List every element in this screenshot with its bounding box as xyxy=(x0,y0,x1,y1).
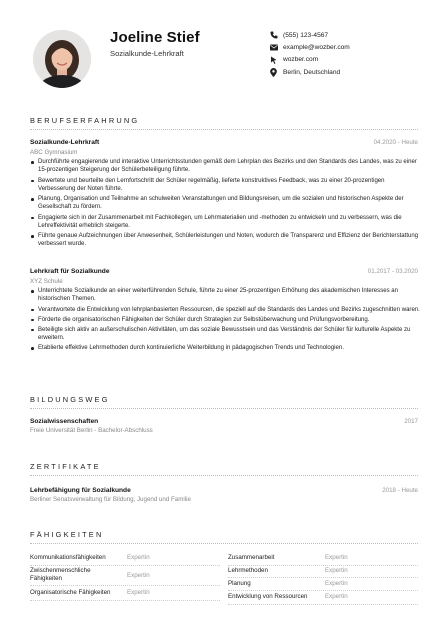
bullet-item: Engagierte sich in der Zusammenarbeit mit Fachkollegen, um Lehrmaterialien und -methoden zu entwickeln und zu verbessern, was die Lehreffektivität erheblich steigerte. xyxy=(30,214,420,231)
skill-name: Organisatorische Fähigkeiten xyxy=(30,589,111,596)
skill-divider xyxy=(30,565,220,566)
education-title: Sozialwissenschaften xyxy=(30,418,99,425)
contact-list xyxy=(269,29,350,78)
contact-phone xyxy=(269,29,350,41)
bullet-item: Planung, Organisation und Teilnahme an schulweiten Veranstaltungen und Bildungsreisen, um die sozialen und historischen Aspekte der Gesellschaft zu fördern. xyxy=(30,195,420,212)
mail-icon xyxy=(269,43,278,52)
link-icon xyxy=(269,55,278,64)
skill-name: Kommunikationsfähigkeiten xyxy=(30,554,106,561)
skill-level: Expertin xyxy=(325,567,348,574)
location-text: Berlin, Deutschland xyxy=(283,68,341,76)
skill-name: Entwicklung von Ressourcen xyxy=(228,593,308,600)
education-institution: Freie Universität Berlin - Bachelor-Abschluss xyxy=(30,427,153,434)
bullet-item: Bewertete und beurteilte den Lernfortschritt der Schüler regelmäßig, lieferte konstruktives Feedback, was zu einer 20-prozentigen Verbesserung der Noten führte. xyxy=(30,177,420,194)
bullet-item: Unterrichtete Sozialkunde an einer weiterführenden Schule, führte zu einer 25-prozentigen Erhöhung des akademischen Interesses an historischen Themen. xyxy=(30,287,420,304)
contact-website[interactable] xyxy=(269,54,350,66)
certificate-date: 2018 - Heute xyxy=(382,487,418,494)
job-company: ABC Gymnasium xyxy=(30,149,78,156)
bullet-item: Führte genaue Aufzeichnungen über Anwesenheit, Schülerleistungen und Noten, wodurch die Transparenz und Effizienz der Berichterstattung verbessert wurde. xyxy=(30,232,420,249)
skill-level: Expertin xyxy=(325,580,348,587)
job-title: Lehrkraft für Sozialkunde xyxy=(30,268,110,275)
section-divider xyxy=(30,129,418,130)
avatar xyxy=(33,30,91,88)
contact-email[interactable] xyxy=(269,41,350,53)
certificate-issuer: Berliner Senatsverwaltung für Bildung, Jugend und Familie xyxy=(30,496,191,503)
section-title-experience: BERUFSERFAHRUNG xyxy=(30,116,140,125)
email-text: example@wozber.com xyxy=(283,43,350,51)
skill-divider xyxy=(30,600,220,601)
candidate-name: Joeline Stief xyxy=(110,29,200,46)
bullet-item: Etablierte effektive Lehrmethoden durch kontinuierliche Weiterbildung in pädagogischen Trends und Technologien. xyxy=(30,344,420,352)
job-title: Sozialkunde-Lehrkraft xyxy=(30,139,100,146)
certificate-title: Lehrbefähigung für Sozialkunde xyxy=(30,487,131,494)
section-title-skills: FÄHIGKEITEN xyxy=(30,530,104,539)
skill-name: Lehrmethoden xyxy=(228,567,268,574)
contact-location xyxy=(269,66,350,78)
job-company: XYZ Schule xyxy=(30,278,63,285)
education-date: 2017 xyxy=(404,418,418,425)
phone-text: (555) 123-4567 xyxy=(283,31,329,39)
candidate-title: Sozialkunde-Lehrkraft xyxy=(110,49,184,58)
bullet-item: Verantwortete die Entwicklung von lehrplanbasierten Ressourcen, die speziell auf die Standards des Landes und Bezirks zugeschnitten waren. xyxy=(30,306,420,314)
skill-name: Zusammenarbeit xyxy=(228,554,275,561)
job-bullets xyxy=(30,287,420,354)
skill-divider xyxy=(228,565,418,566)
section-title-education: BILDUNGSWEG xyxy=(30,395,110,404)
skill-name: Zwischenmenschliche Fähigkeiten xyxy=(30,567,91,583)
skill-divider xyxy=(228,577,418,578)
skill-divider xyxy=(228,590,418,591)
skill-divider xyxy=(228,604,418,605)
phone-icon xyxy=(269,31,278,40)
skill-level: Expertin xyxy=(127,572,150,579)
job-bullets xyxy=(30,158,420,251)
section-title-certificates: ZERTIFIKATE xyxy=(30,462,101,471)
job-date: 04.2020 - Heute xyxy=(373,139,418,146)
skill-level: Expertin xyxy=(325,593,348,600)
skill-level: Expertin xyxy=(127,589,150,596)
section-divider xyxy=(30,408,418,409)
skill-level: Expertin xyxy=(325,554,348,561)
location-pin-icon xyxy=(269,68,278,77)
section-divider xyxy=(30,543,418,544)
bullet-item: Beteiligte sich aktiv an außerschulischen Aktivitäten, um das soziale Bewusstsein und das Verständnis der Schüler für kulturelle Aspekte zu erweitern. xyxy=(30,326,420,343)
section-divider xyxy=(30,475,418,476)
bullet-item: Förderte die organisatorischen Fähigkeiten der Schüler durch Strategien zur Selbstüberwachung und Prüfungsvorbereitung. xyxy=(30,316,420,324)
bullet-item: Durchführte engagierende und interaktive Unterrichtsstunden gemäß dem Lehrplan des Bezirks und den Standards des Landes, was zu einer 15-prozentigen Steigerung der Schülerbeteiligung führte. xyxy=(30,158,420,175)
skill-name: Planung xyxy=(228,580,251,587)
website-text: wozber.com xyxy=(283,56,319,64)
skill-divider xyxy=(30,585,220,586)
skill-level: Expertin xyxy=(127,554,150,561)
job-date: 01.2017 - 03.2020 xyxy=(367,268,418,275)
